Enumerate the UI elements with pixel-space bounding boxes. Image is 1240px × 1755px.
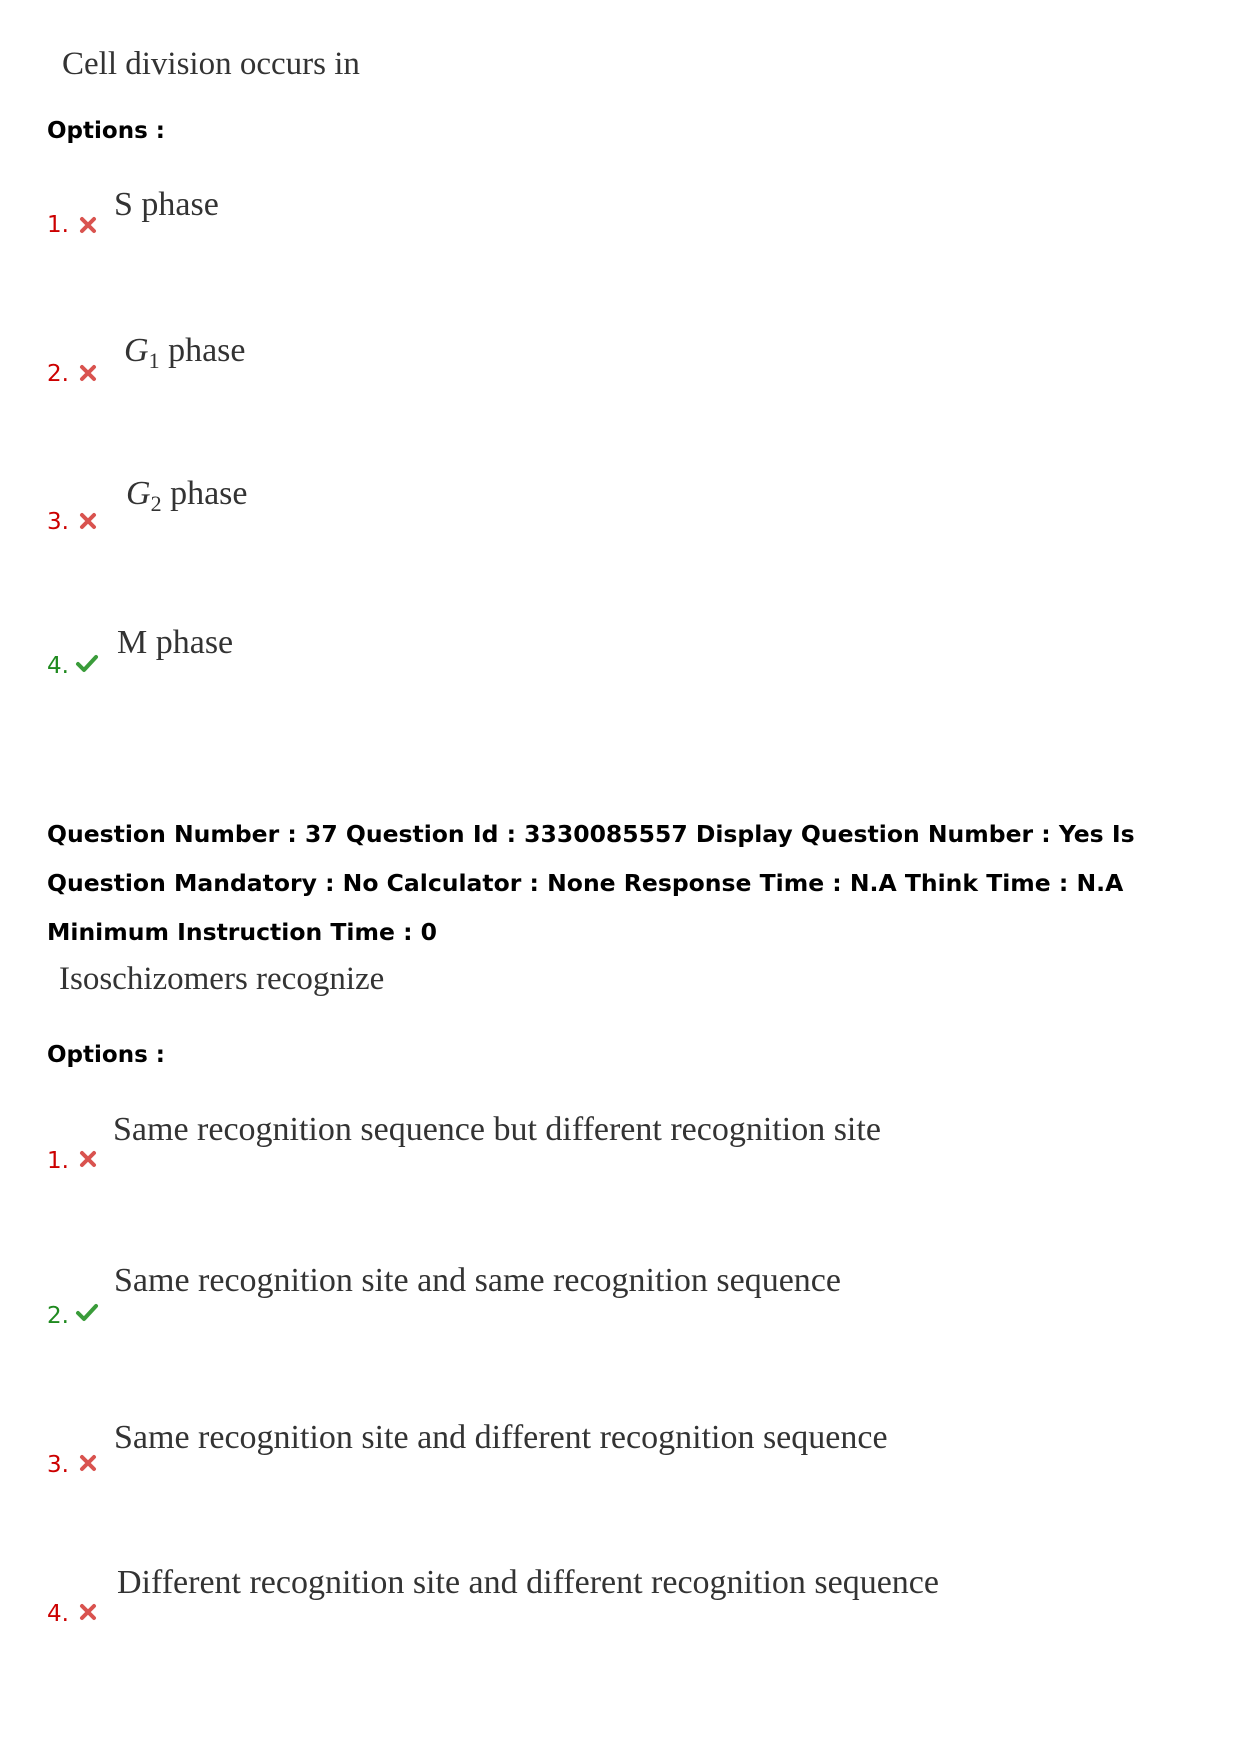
cross-icon — [77, 1601, 101, 1623]
option-text: S phase — [114, 186, 219, 223]
option-number: 4. — [47, 653, 69, 679]
option-text: Same recognition site and different recognition sequence — [114, 1419, 888, 1456]
options-heading: Options : — [47, 1042, 165, 1068]
option-text: M phase — [117, 624, 234, 661]
cross-icon — [77, 1148, 101, 1170]
option-text: Different recognition site and different recognition sequence — [117, 1564, 939, 1601]
math-subscript: 1 — [148, 348, 160, 373]
option-text — [124, 332, 245, 374]
option-number: 3. — [47, 509, 69, 535]
math-variable: G — [124, 332, 149, 369]
option-number: 3. — [47, 1452, 69, 1478]
math-variable: G — [126, 475, 151, 512]
question-meta: Question Number : 37 Question Id : 3330085557 Display Question Number : Yes Is Question Mandatory : No Calculator : None Response Time : N.A Think Time : N.A Minimum Instruction Time : 0 — [47, 820, 1135, 946]
option-text: Same recognition site and same recognition sequence — [114, 1262, 841, 1299]
question-text: Isoschizomers recognize — [59, 961, 385, 997]
cross-icon — [77, 510, 101, 532]
check-icon — [75, 1301, 99, 1323]
option-text: Same recognition sequence but different recognition site — [113, 1111, 881, 1148]
cross-icon — [77, 1452, 101, 1474]
check-icon — [75, 652, 99, 674]
option-number: 2. — [47, 1303, 69, 1329]
option-number: 2. — [47, 361, 69, 387]
cross-icon — [77, 362, 101, 384]
cross-icon — [77, 214, 101, 236]
option-number: 1. — [47, 212, 69, 238]
option-text-rest: phase — [159, 332, 246, 369]
question-text: Cell division occurs in — [62, 46, 360, 82]
math-subscript: 2 — [150, 491, 162, 516]
option-text — [126, 475, 247, 517]
options-heading: Options : — [47, 118, 165, 144]
option-text-rest: phase — [161, 475, 248, 512]
option-number: 4. — [47, 1601, 69, 1627]
option-number: 1. — [47, 1148, 69, 1174]
